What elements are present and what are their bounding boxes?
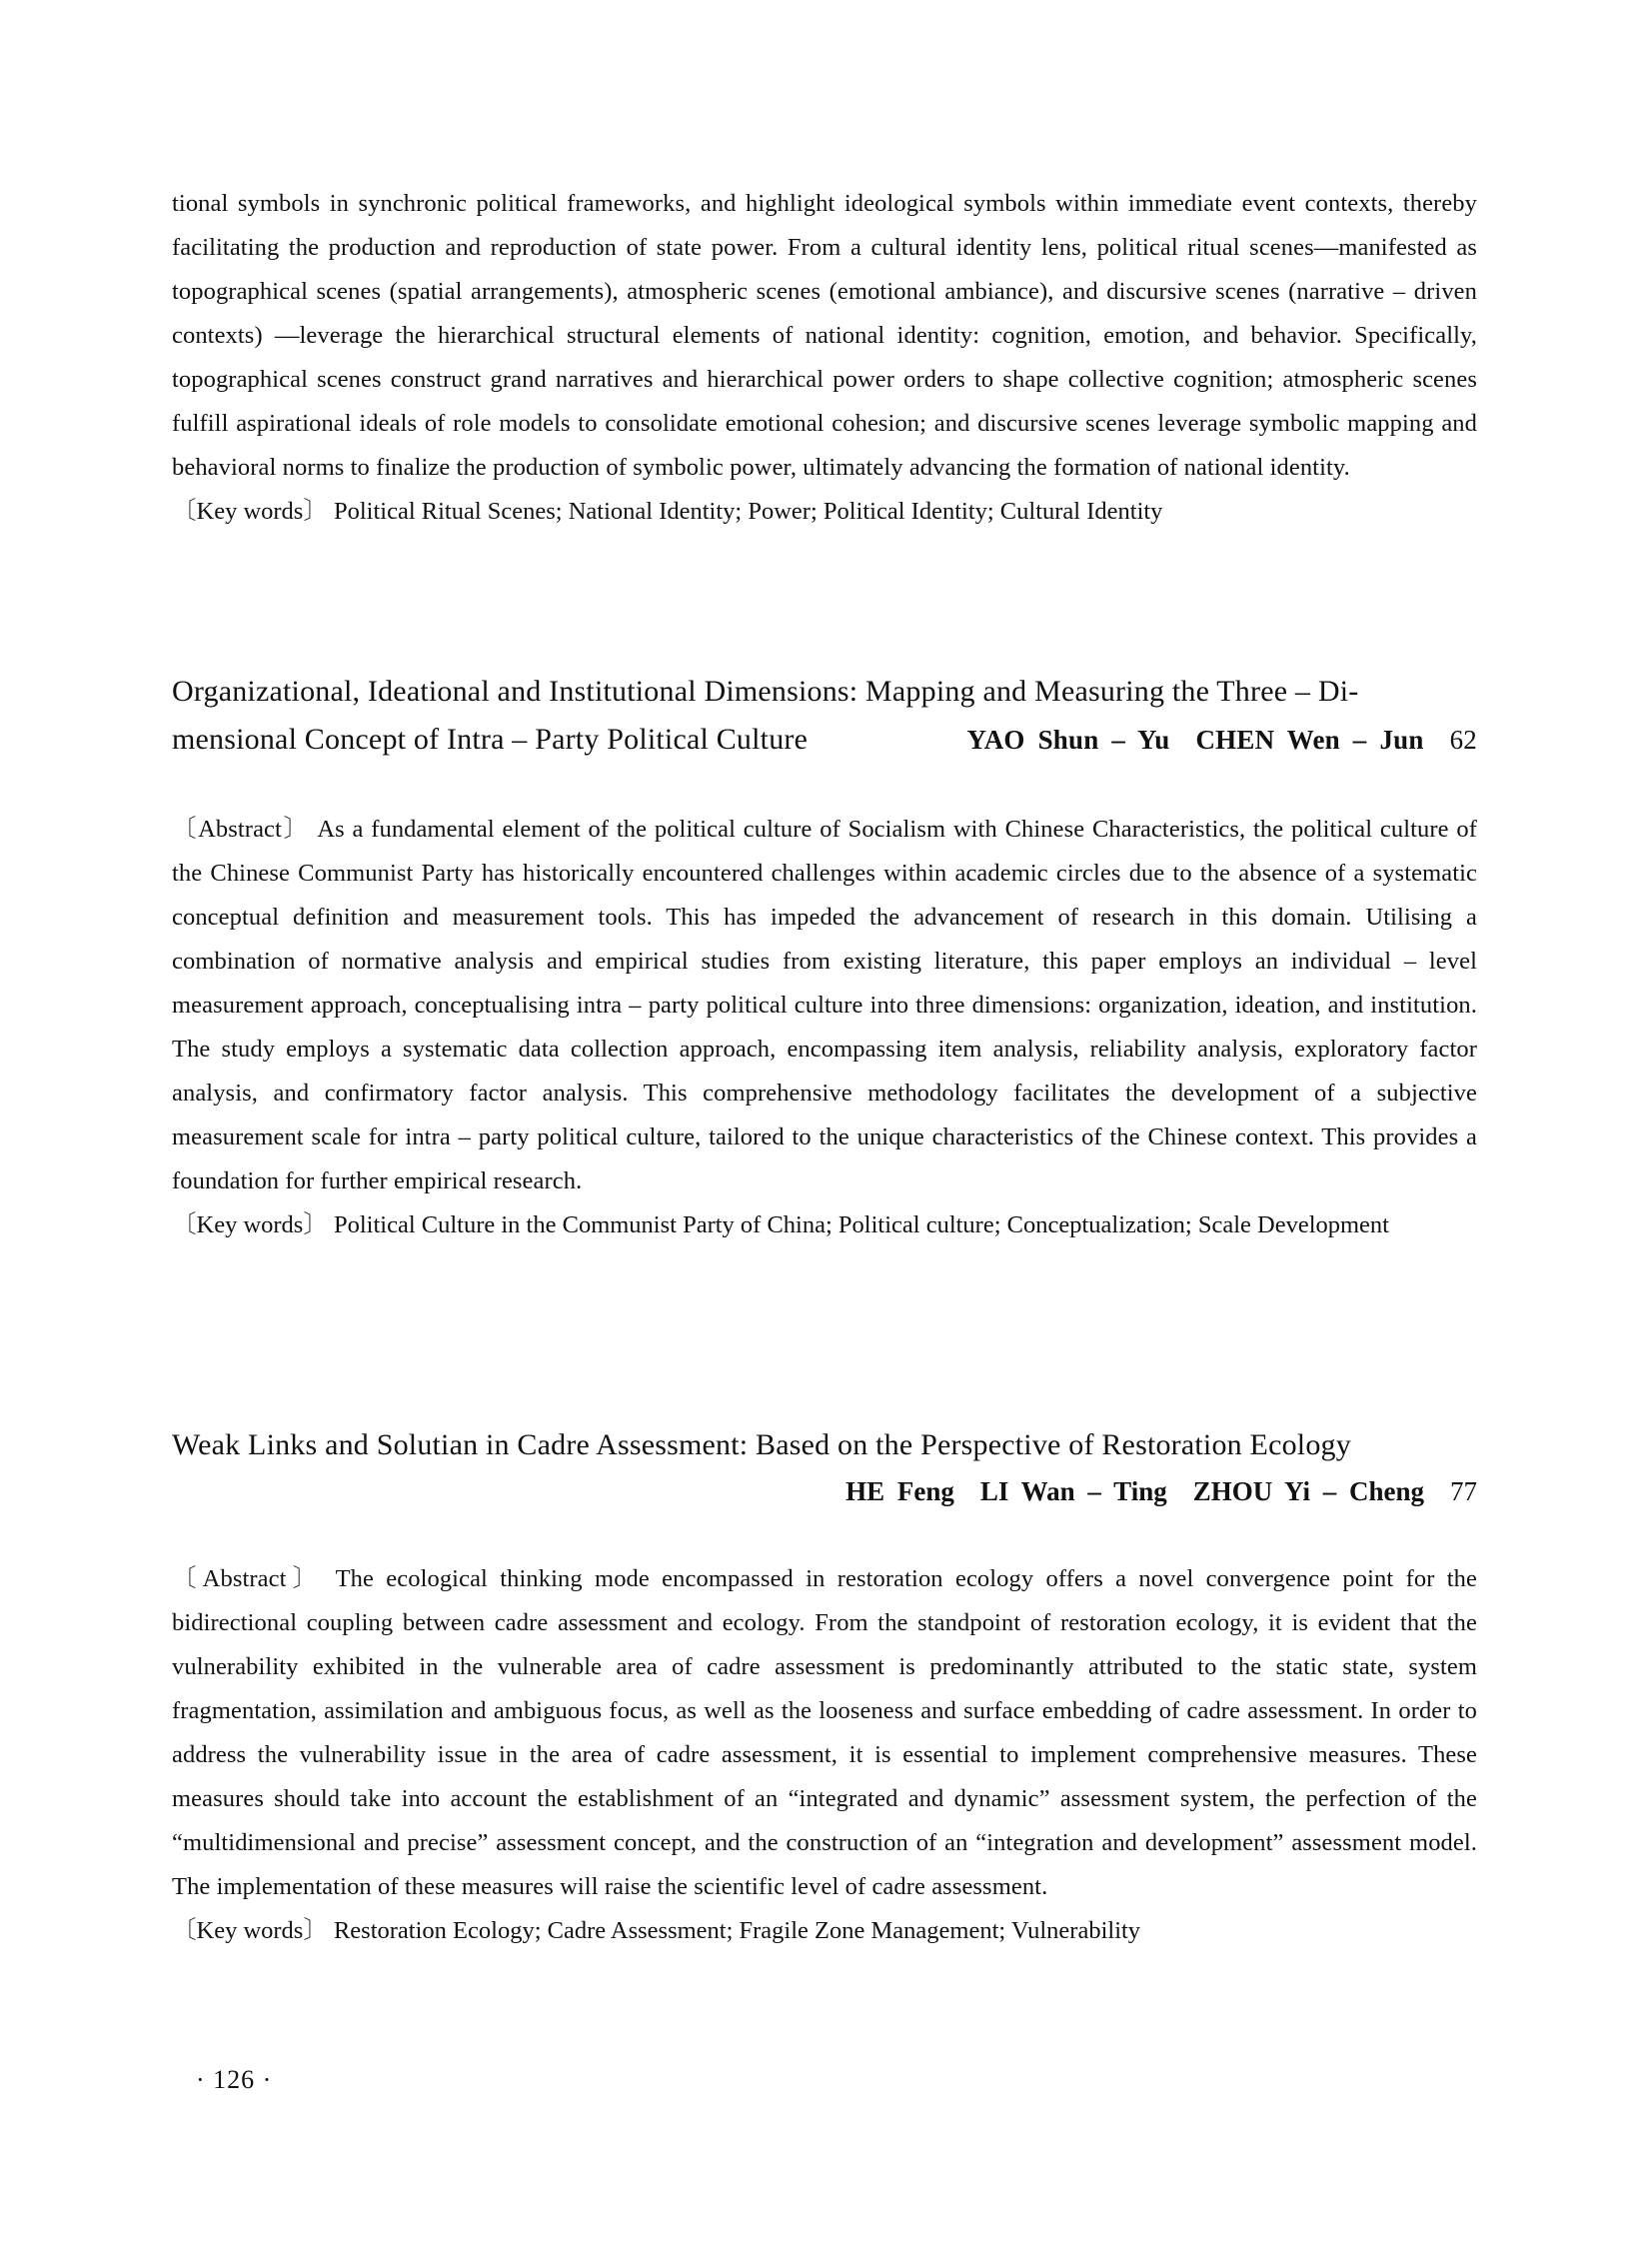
- author-name: HE Feng: [845, 1476, 954, 1506]
- page-number: · 126 ·: [196, 2065, 273, 2094]
- article-title-line-1: Weak Links and Solutian in Cadre Assessment: Based on the Perspective of Restoration Ecology: [172, 1428, 1351, 1461]
- article-keywords: [172, 1909, 1477, 1953]
- abstract-text: As a fundamental element of the political culture of Socialism with Chinese Characteristics, the political culture of the Chinese Communist Party has historically encountered challenges within academic circles due to the absence of a systematic conceptual definition and measurement tools. This has impeded the advancement of research in this domain. Utilising a combination of normative analysis and empirical studies from existing literature, this paper employs an individual – level measurement approach, conceptualising intra – party political culture into three dimensions: organization, ideation, and institution. The study employs a systematic data collection approach, encompassing item analysis, reliability analysis, exploratory factor analysis, and confirmatory factor analysis. This comprehensive methodology facilitates the development of a subjective measurement scale for intra – party political culture, tailored to the unique characteristics of the Chinese context. This provides a foundation for further empirical research.: [172, 816, 1477, 1194]
- article-page-number: 62: [1449, 725, 1477, 755]
- article-authors: [967, 716, 1424, 764]
- abstract-label: 〔Abstract〕: [172, 1565, 324, 1592]
- author-name: CHEN Wen – Jun: [1195, 725, 1424, 755]
- keywords-label: 〔Key words〕: [172, 1211, 328, 1238]
- keywords-label: 〔Key words〕: [172, 498, 328, 525]
- article-authors: [845, 1469, 1424, 1513]
- keywords-text: Political Ritual Scenes; National Identity; Power; Political Identity; Cultural Identity: [333, 498, 1163, 525]
- continued-abstract: [172, 182, 1477, 534]
- article-title-line-1: Organizational, Ideational and Institutional Dimensions: Mapping and Measuring the Three – Di-: [172, 675, 1359, 708]
- article-keywords: [172, 1203, 1477, 1247]
- abstract-text: The ecological thinking mode encompassed in restoration ecology offers a novel convergence point for the bidirectional coupling between cadre assessment and ecology. From the standpoint of restoration ecology, it is evident that the vulnerability exhibited in the vulnerable area of cadre assessment is predominantly attributed to the static state, system fragmentation, assimilation and ambiguous focus, as well as the looseness and surface embedding of cadre assessment. In order to address the vulnerability issue in the area of cadre assessment, it is essential to implement comprehensive measures. These measures should take into account the establishment of an “integrated and dynamic” assessment system, the perfection of the “multidimensional and precise” assessment concept, and the construction of an “integration and development” assessment model. The implementation of these measures will raise the scientific level of cadre assessment.: [172, 1565, 1477, 1900]
- article-entry: [172, 1421, 1477, 1953]
- author-name: YAO Shun – Yu: [966, 725, 1170, 755]
- keywords-label: 〔Key words〕: [172, 1917, 328, 1944]
- abstract-label: 〔Abstract〕: [172, 816, 310, 843]
- article-byline: [172, 1469, 1477, 1513]
- article-abstract: [172, 808, 1477, 1247]
- article-abstract: [172, 1557, 1477, 1953]
- article-page-number: 77: [1450, 1476, 1477, 1506]
- author-name: ZHOU Yi – Cheng: [1192, 1476, 1424, 1506]
- continued-keywords: [172, 490, 1477, 534]
- abstract-paragraph: [172, 1557, 1477, 1909]
- continued-abstract-text: tional symbols in synchronic political frameworks, and highlight ideological symbols within immediate event contexts, thereby facilitating the production and reproduction of state power. From a cultural identity lens, political ritual scenes—manifested as topographical scenes (spatial arrangements), atmospheric scenes (emotional ambiance), and discursive scenes (narrative – driven contexts) —leverage the hierarchical structural elements of national identity: cognition, emotion, and behavior. Specifically, topographical scenes construct grand narratives and hierarchical power orders to shape collective cognition; atmospheric scenes fulfill aspirational ideals of role models to consolidate emotional cohesion; and discursive scenes leverage symbolic mapping and behavioral norms to finalize the production of symbolic power, ultimately advancing the formation of national identity.: [172, 190, 1477, 481]
- keywords-text: Restoration Ecology; Cadre Assessment; Fragile Zone Management; Vulnerability: [333, 1917, 1141, 1944]
- keywords-text: Political Culture in the Communist Party of China; Political culture; Conceptualization; Scale Development: [333, 1211, 1389, 1238]
- author-name: LI Wan – Ting: [979, 1476, 1167, 1506]
- article-title-line-2-row: [172, 716, 1477, 764]
- article-byline: [967, 716, 1478, 764]
- article-title-line-2: mensional Concept of Intra – Party Political Culture: [172, 723, 809, 756]
- abstract-paragraph: [172, 808, 1477, 1203]
- article-entry: [172, 668, 1477, 1247]
